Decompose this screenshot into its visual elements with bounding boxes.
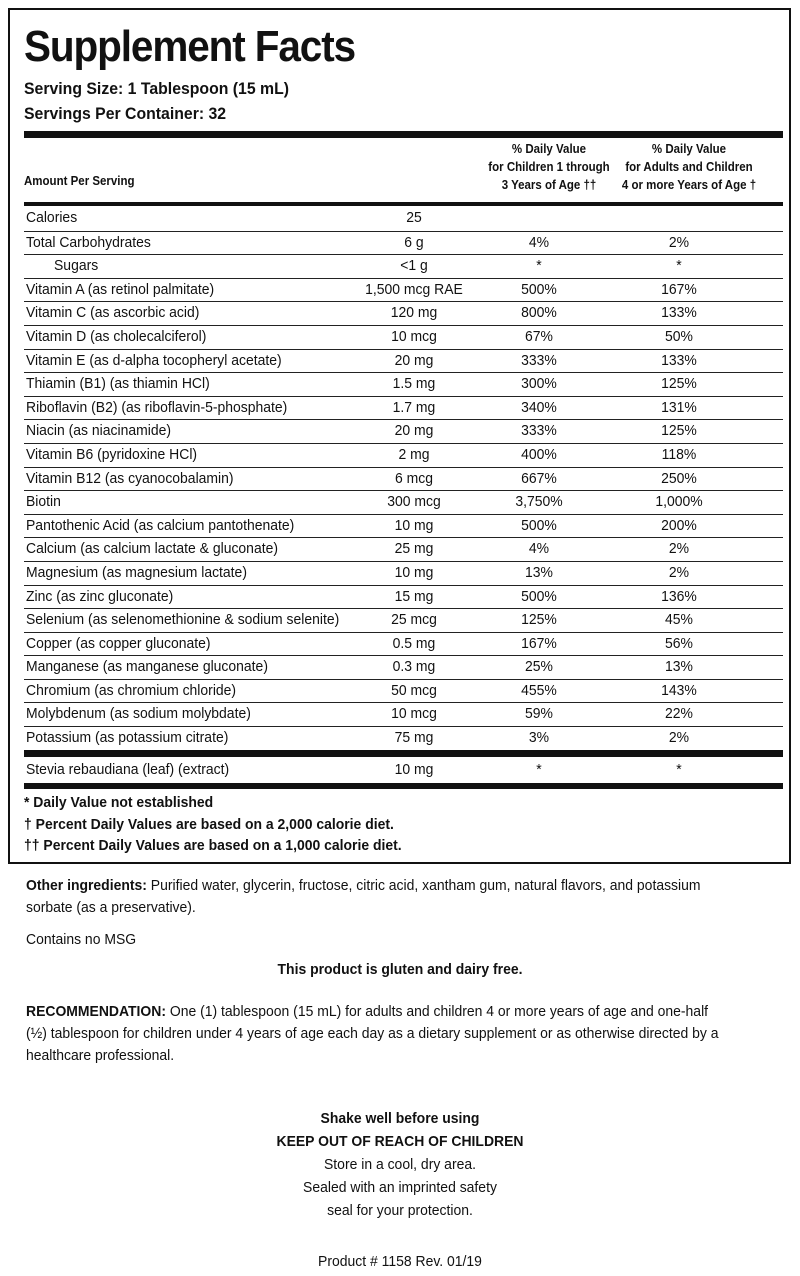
facts-title: Supplement Facts	[24, 22, 355, 71]
adult-daily-value: 50%	[665, 327, 693, 345]
children-daily-value: 3%	[528, 729, 550, 747]
product-number: Product # 1158 Rev. 01/19	[318, 1253, 482, 1270]
nutrient-name: Copper (as copper gluconate)	[26, 634, 211, 652]
adults-dv-header: % Daily Value for Adults and Children 4 or more Years of Age †	[621, 142, 757, 192]
recommendation-text: One (1) tablespoon (15 mL) for adults and children 4 or more years of age and one-half (½) tablespoon for children under 4 years of age each day as a dietary supplement or as otherwise directed by a healthcare professional.	[26, 1003, 719, 1064]
table-row	[24, 490, 783, 514]
nutrient-name: Niacin (as niacinamide)	[26, 422, 171, 440]
nutrient-amount: 10 mg	[394, 563, 434, 581]
column-header-divider	[24, 202, 783, 206]
nutrient-amount: 1.7 mg	[392, 398, 436, 416]
nutrient-amount: 15 mg	[394, 587, 434, 605]
nutrient-amount: 25	[406, 209, 422, 226]
adult-daily-value: 143%	[661, 681, 697, 699]
children-daily-value: 3,750%	[515, 493, 563, 511]
adult-daily-value: 56%	[665, 634, 693, 652]
table-row	[24, 679, 783, 703]
nutrient-name: Sugars	[54, 257, 99, 275]
nutrient-amount: 10 mg	[394, 516, 434, 534]
adult-daily-value: 2%	[668, 729, 690, 747]
table-row	[24, 561, 783, 585]
adult-daily-value: 125%	[661, 375, 697, 393]
nutrient-amount: 6 mcg	[394, 469, 433, 487]
children-daily-value: 340%	[521, 398, 557, 416]
children-daily-value: *	[536, 257, 542, 275]
table-row	[24, 467, 783, 491]
table-row	[24, 702, 783, 726]
children-daily-value: 400%	[521, 445, 557, 463]
adult-daily-value: 131%	[661, 398, 697, 416]
children-daily-value: 455%	[521, 681, 557, 699]
table-row	[24, 207, 783, 231]
children-daily-value: 67%	[525, 327, 553, 345]
gluten-dairy-free-statement: This product is gluten and dairy free.	[277, 961, 523, 978]
children-daily-value: 500%	[521, 280, 557, 298]
adult-daily-value: 133%	[661, 351, 697, 369]
footnote-divider	[24, 783, 783, 789]
nutrient-amount: 20 mg	[394, 351, 434, 369]
storage-instructions	[0, 1107, 800, 1222]
nutrient-amount: 120 mg	[390, 304, 438, 322]
nutrient-amount: 1,500 mcg RAE	[365, 280, 463, 298]
recommendation	[26, 1001, 786, 1067]
nutrient-name: Total Carbohydrates	[26, 233, 151, 251]
children-daily-value: 333%	[521, 351, 557, 369]
nutrient-amount: 300 mcg	[387, 493, 441, 511]
keep-out-warning: KEEP OUT OF REACH OF CHILDREN	[276, 1133, 524, 1150]
nutrient-amount: 2 mg	[398, 445, 430, 463]
header-thick-divider	[24, 131, 783, 138]
contains-statement: Contains no MSG	[26, 931, 137, 948]
table-row	[24, 301, 783, 325]
table-row	[24, 608, 783, 632]
footnote: * Daily Value not established	[24, 794, 214, 811]
adult-daily-value: 1,000%	[655, 493, 703, 511]
supplement-facts-panel	[8, 8, 791, 864]
nutrient-name: Calcium (as calcium lactate & gluconate)	[26, 540, 278, 558]
children-daily-value: 300%	[521, 375, 557, 393]
children-daily-value: 13%	[525, 563, 553, 581]
nutrient-amount: 6 g	[404, 233, 424, 251]
adult-daily-value: *	[676, 257, 682, 275]
other-ingredients	[26, 875, 786, 919]
nutrient-name: Vitamin B6 (pyridoxine HCl)	[26, 445, 198, 463]
children-daily-value: 667%	[521, 469, 557, 487]
shake-warning: Shake well before using	[320, 1110, 480, 1127]
nutrient-amount: 0.5 mg	[392, 634, 436, 652]
children-daily-value: 125%	[521, 611, 557, 629]
nutrient-name: Vitamin B12 (as cyanocobalamin)	[26, 469, 234, 487]
children-daily-value: 4%	[528, 540, 550, 558]
table-row: Stevia rebaudiana (leaf) (extract) 10 mg * *	[26, 761, 682, 778]
table-row	[24, 514, 783, 538]
nutrient-name: Calories	[26, 209, 78, 226]
nutrient-name: Magnesium (as magnesium lactate)	[26, 563, 247, 581]
children-daily-value: 333%	[521, 422, 557, 440]
nutrient-name: Chromium (as chromium chloride)	[26, 681, 237, 699]
nutrient-name: Zinc (as zinc gluconate)	[26, 587, 174, 605]
nutrient-amount: 0.3 mg	[392, 658, 436, 676]
other-ingredient-divider	[24, 750, 783, 757]
amount-per-serving-header: Amount Per Serving	[24, 174, 135, 188]
nutrient-name: Thiamin (B1) (as thiamin HCl)	[26, 375, 210, 393]
adult-daily-value: 125%	[661, 422, 697, 440]
storage-line: Store in a cool, dry area.	[324, 1156, 476, 1173]
footnote: †† Percent Daily Values are based on a 1,000 calorie diet.	[24, 837, 402, 854]
adult-daily-value: 136%	[661, 587, 697, 605]
footnotes	[24, 792, 430, 857]
adult-daily-value: 22%	[665, 705, 693, 723]
children-daily-value: 167%	[521, 634, 557, 652]
other-ingredients-label: Other ingredients:	[26, 877, 147, 894]
children-daily-value: 500%	[521, 516, 557, 534]
nutrient-name: Manganese (as manganese gluconate)	[26, 658, 268, 676]
table-row	[24, 396, 783, 420]
adult-daily-value: 13%	[665, 658, 693, 676]
nutrient-amount: 25 mcg	[391, 611, 437, 629]
table-row	[24, 585, 783, 609]
nutrient-name: Vitamin A (as retinol palmitate)	[26, 280, 215, 298]
adult-daily-value: 200%	[661, 516, 697, 534]
table-row	[24, 278, 783, 302]
children-dv-header: % Daily Value for Children 1 through 3 Years of Age ††	[488, 142, 610, 192]
table-row	[24, 537, 783, 561]
nutrient-amount: 50 mcg	[391, 681, 437, 699]
other-ingredients-text: Purified water, glycerin, fructose, citric acid, xantham gum, natural flavors, and potassium sorbate (as a preservative).	[26, 877, 701, 916]
nutrient-amount: 10 mcg	[391, 705, 437, 723]
table-row	[24, 632, 783, 656]
footnote: † Percent Daily Values are based on a 2,000 calorie diet.	[24, 815, 394, 833]
adult-daily-value: 118%	[661, 445, 697, 463]
children-daily-value: 800%	[521, 304, 557, 322]
adult-daily-value: 2%	[668, 563, 690, 581]
table-row	[24, 443, 783, 467]
nutrient-name: Molybdenum (as sodium molybdate)	[26, 705, 251, 723]
nutrient-name: Riboflavin (B2) (as riboflavin-5-phosphate)	[26, 398, 288, 416]
children-daily-value: 500%	[521, 587, 557, 605]
table-row	[24, 254, 783, 278]
table-row	[24, 349, 783, 373]
table-row	[24, 655, 783, 679]
adult-daily-value: 2%	[668, 540, 690, 558]
table-row	[24, 231, 783, 255]
nutrient-name: Vitamin E (as d-alpha tocopheryl acetate)	[26, 351, 282, 369]
nutrient-amount: 25 mg	[394, 540, 434, 558]
nutrient-amount: 1.5 mg	[392, 375, 436, 393]
nutrient-name: Vitamin D (as cholecalciferol)	[26, 327, 207, 345]
storage-line: seal for your protection.	[327, 1202, 473, 1219]
nutrient-amount: 20 mg	[394, 422, 434, 440]
nutrient-name: Potassium (as potassium citrate)	[26, 729, 229, 747]
other-ingredient-table	[24, 759, 783, 783]
nutrient-amount: <1 g	[400, 257, 428, 275]
nutrient-name: Biotin	[26, 493, 61, 511]
children-daily-value: 25%	[525, 658, 553, 676]
children-daily-value: 59%	[525, 705, 553, 723]
serving-size: Serving Size: 1 Tablespoon (15 mL)	[24, 79, 290, 98]
adult-daily-value: 45%	[665, 611, 693, 629]
table-row	[24, 372, 783, 396]
adult-daily-value: 167%	[661, 280, 697, 298]
recommendation-label: RECOMMENDATION:	[26, 1003, 167, 1020]
nutrient-amount: 10 mcg	[391, 327, 437, 345]
adult-daily-value: 2%	[668, 233, 690, 251]
nutrient-amount: 75 mg	[394, 729, 434, 747]
children-daily-value: 4%	[528, 233, 550, 251]
table-row	[24, 726, 783, 750]
storage-line: Sealed with an imprinted safety	[303, 1179, 497, 1196]
adult-daily-value: 250%	[661, 469, 697, 487]
nutrient-name: Selenium (as selenomethionine & sodium selenite)	[26, 611, 340, 629]
nutrient-table	[24, 207, 783, 750]
servings-per-container: Servings Per Container: 32	[24, 104, 227, 123]
nutrient-name: Pantothenic Acid (as calcium pantothenate)	[26, 516, 295, 534]
table-row	[24, 325, 783, 349]
nutrient-name: Vitamin C (as ascorbic acid)	[26, 304, 200, 322]
table-row	[24, 419, 783, 443]
adult-daily-value: 133%	[661, 304, 697, 322]
